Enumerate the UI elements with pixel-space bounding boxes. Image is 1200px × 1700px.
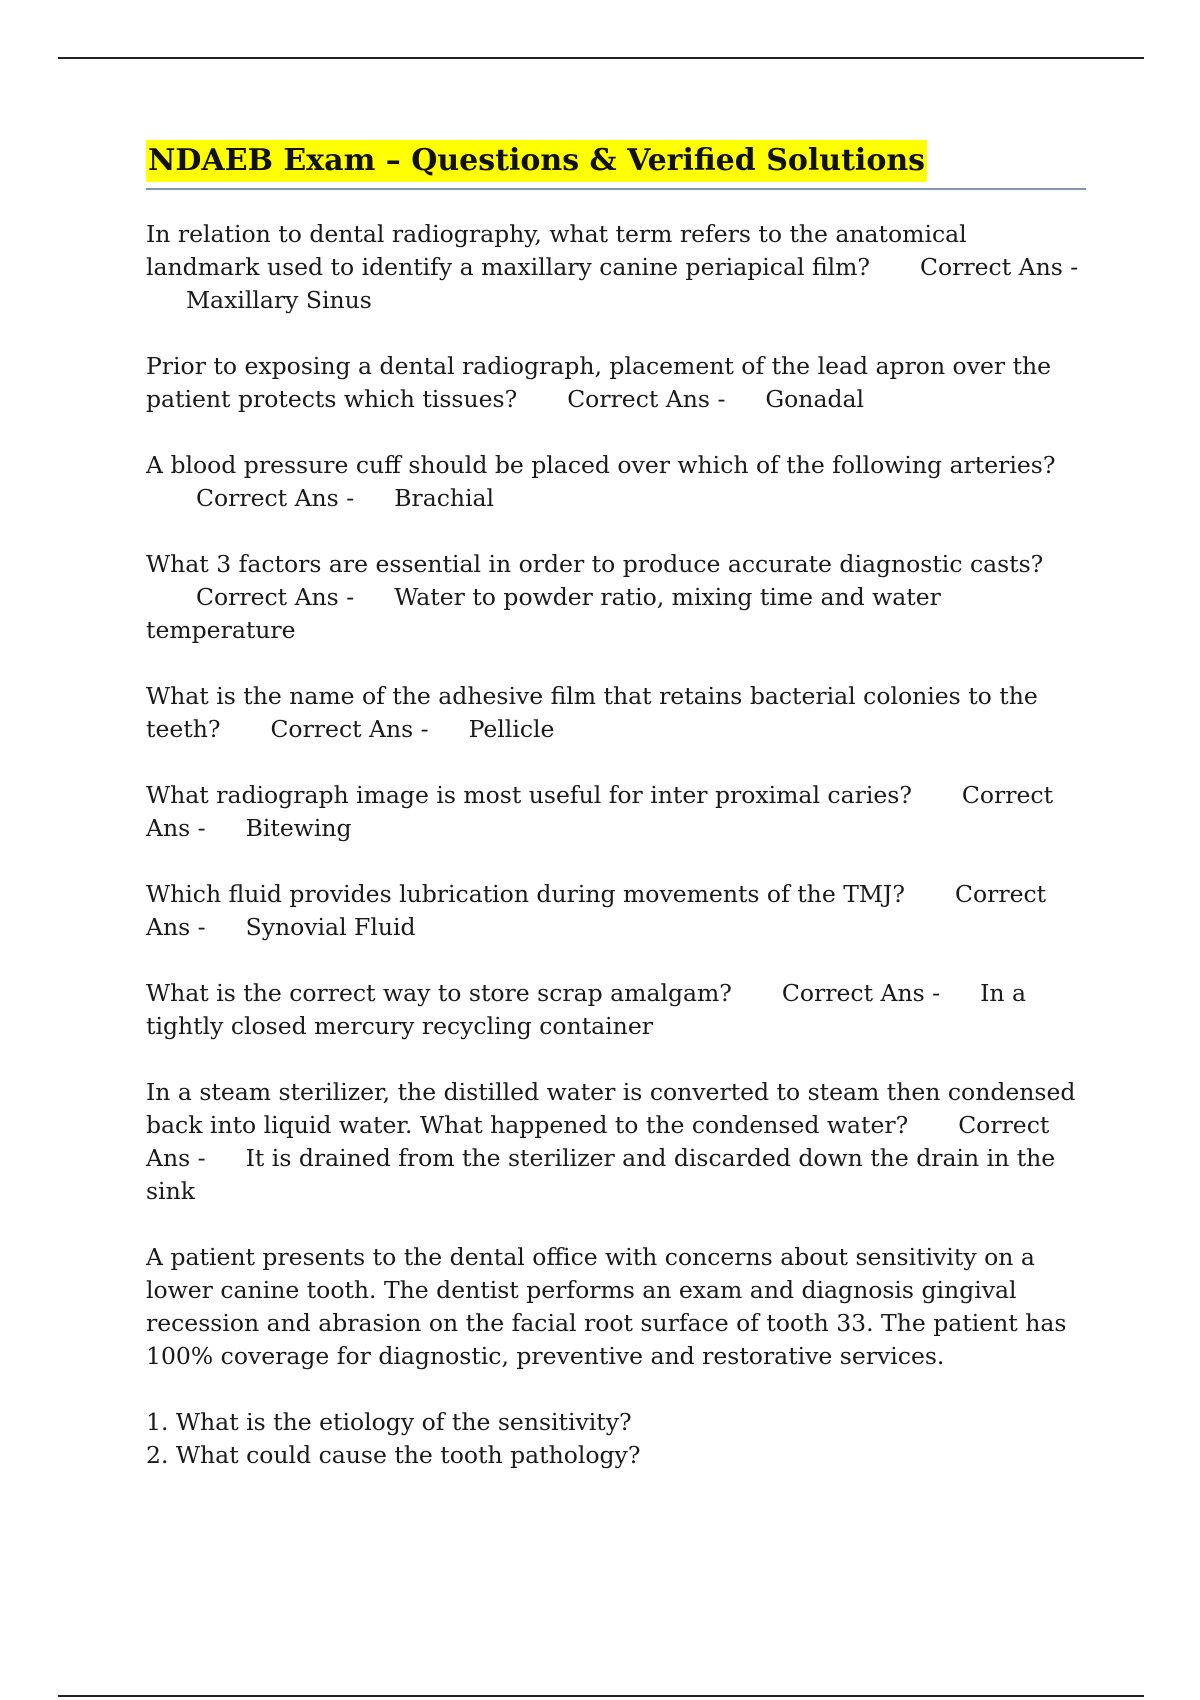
- document-body: [146, 140, 1086, 1472]
- answer-label: Correct Ans: [146, 781, 1054, 842]
- qa-item: [146, 1076, 1086, 1208]
- question-text: What is the name of the adhesive film that retains bacterial colonies to the teeth?: [146, 682, 1038, 743]
- case-question: 1. What is the etiology of the sensitivity?: [146, 1408, 632, 1436]
- case-question: 2. What could cause the tooth pathology?: [146, 1441, 641, 1469]
- question-text: Which fluid provides lubrication during movements of the TMJ?: [146, 880, 905, 908]
- question-text: What radiograph image is most useful for inter proximal caries?: [146, 781, 912, 809]
- top-page-rule: [58, 57, 1144, 59]
- answer-separator: -: [932, 979, 941, 1007]
- answer-separator: -: [420, 715, 429, 743]
- qa-item: [146, 449, 1086, 515]
- bottom-page-rule: [58, 1695, 1144, 1697]
- qa-item: [146, 779, 1086, 845]
- answer-separator: -: [197, 814, 206, 842]
- answer-separator: -: [717, 385, 726, 413]
- answer-separator: -: [197, 1144, 206, 1172]
- title-section: [146, 140, 1086, 190]
- answer-label: Correct Ans: [270, 715, 414, 743]
- answer-text: Water to powder ratio, mixing time and water temperature: [146, 583, 941, 644]
- qa-item: [146, 218, 1086, 317]
- answer-label: Correct Ans: [567, 385, 710, 413]
- qa-item: [146, 977, 1086, 1043]
- answer-separator: -: [1070, 253, 1079, 281]
- question-text: In relation to dental radiography, what term refers to the anatomical landmark used to identify a maxillary canine periapical film?: [146, 220, 967, 281]
- answer-text: Maxillary Sinus: [186, 286, 372, 314]
- answer-text: Gonadal: [765, 385, 865, 413]
- answer-label: Correct Ans: [146, 1111, 1050, 1172]
- qa-item: [146, 548, 1086, 647]
- answer-text: Brachial: [394, 484, 495, 512]
- question-text: What 3 factors are essential in order to produce accurate diagnostic casts?: [146, 550, 1044, 578]
- answer-text: In a tightly closed mercury recycling container: [146, 979, 1026, 1040]
- question-text: A blood pressure cuff should be placed over which of the following arteries?: [146, 451, 1056, 479]
- answer-separator: -: [346, 484, 355, 512]
- answer-label: Correct Ans: [781, 979, 925, 1007]
- qa-list: [146, 218, 1086, 1208]
- case-scenario: A patient presents to the dental office with concerns about sensitivity on a lower canine tooth. The dentist performs an exam and diagnosis gingival recession and abrasion on the facial root surface of tooth 33. The patient has 100% coverage for diagnostic, preventive and restorative services.: [146, 1243, 1067, 1370]
- question-text: What is the correct way to store scrap amalgam?: [146, 979, 732, 1007]
- document-title: NDAEB Exam – Questions & Verified Solutions: [146, 140, 927, 182]
- answer-text: Bitewing: [245, 814, 352, 842]
- question-text: Prior to exposing a dental radiograph, placement of the lead apron over the patient protects which tissues?: [146, 352, 1052, 413]
- case-questions: [146, 1406, 1086, 1472]
- answer-text: Synovial Fluid: [245, 913, 416, 941]
- question-text: In a steam sterilizer, the distilled water is converted to steam then condensed back into liquid water. What happened to the condensed water?: [146, 1078, 1076, 1139]
- qa-item: [146, 350, 1086, 416]
- answer-text: Pellicle: [468, 715, 555, 743]
- qa-item: [146, 680, 1086, 746]
- answer-separator: -: [197, 913, 206, 941]
- answer-label: Correct Ans: [196, 484, 339, 512]
- answer-separator: -: [346, 583, 355, 611]
- answer-text: It is drained from the sterilizer and discarded down the drain in the sink: [146, 1144, 1056, 1205]
- qa-item: [146, 878, 1086, 944]
- answer-label: Correct Ans: [920, 253, 1063, 281]
- answer-label: Correct Ans: [146, 880, 1047, 941]
- answer-label: Correct Ans: [196, 583, 339, 611]
